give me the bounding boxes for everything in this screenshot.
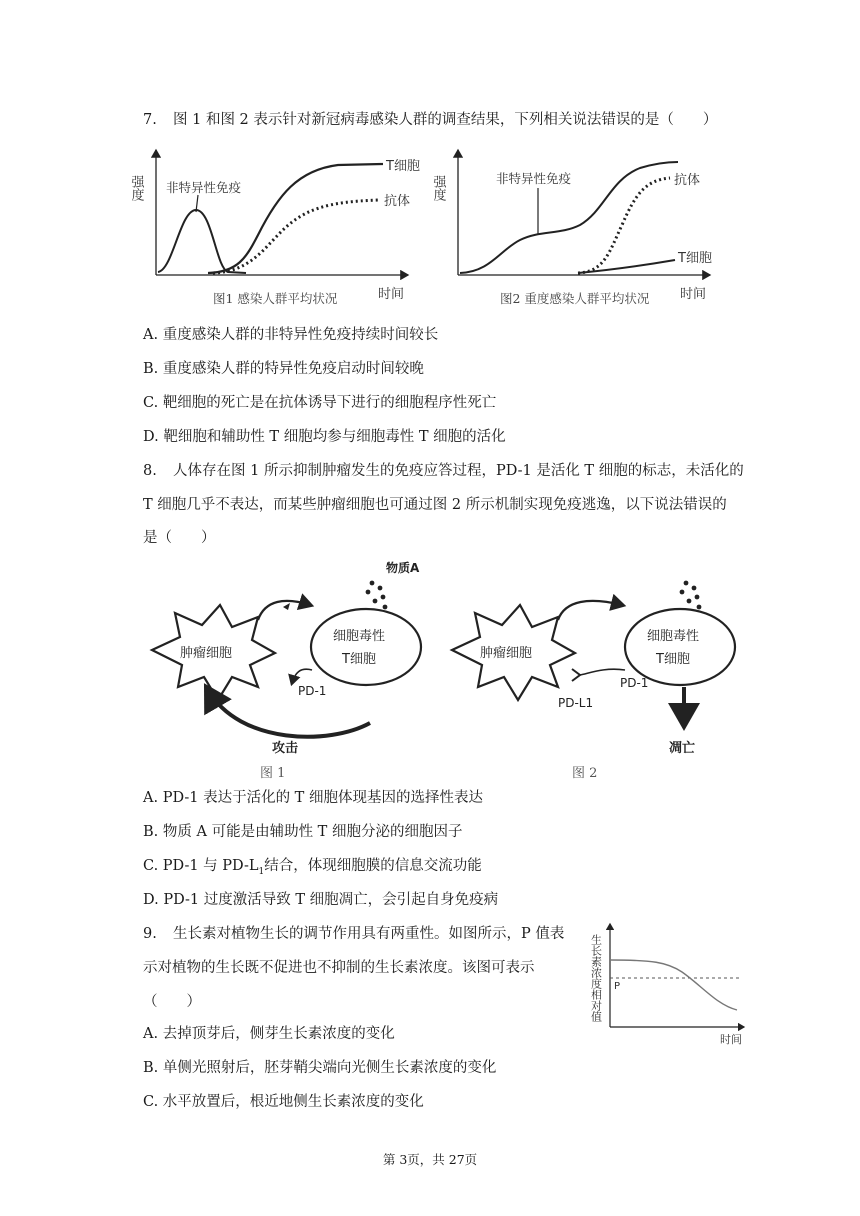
q8-figure2 [440,555,740,783]
q8-fig1-attack-arrow [208,690,370,737]
q8-option-d: D. PD-1 过度激活导致 T 细胞凋亡，会引起自身免疫病 [143,892,499,908]
q9-number: 9. [143,926,157,942]
q8-option-c [143,856,482,882]
q7-fig1-label-antibody: 抗体 [384,194,411,209]
q7-fig2-caption: 图2 重度感染人群平均状况 [500,291,650,306]
q7-option-a: A. 重度感染人群的非特异性免疫持续时间较长 [143,327,439,343]
q8-fig1-attack-label: 攻击 [272,741,299,756]
q8-stem-text1: 人体存在图 1 所示抑制肿瘤发生的免疫应答过程，PD-1 是活化 T 细胞的标志，未活化的 [173,463,744,479]
q8-fig2-tumor-label: 肿瘤细胞 [480,646,533,661]
q7-fig2-xlabel: 时间 [680,287,707,302]
q7-option-c: C. 靶细胞的死亡是在抗体诱导下进行的细胞程序性死亡 [143,395,497,411]
q7-fig2-label-antibody: 抗体 [674,173,701,188]
q7-fig1-label-tcell: T细胞 [386,159,420,174]
q9-graph-xlabel: 时间 [720,1033,742,1046]
q7-figure2 [430,140,730,315]
q7-fig2-label-tcell: T细胞 [678,251,712,266]
page-footer: 第 3页，共 27页 [382,1152,478,1167]
q9-stem-line2: 示对植物的生长既不促进也不抑制的生长素浓度。该图可表示 [143,960,535,976]
q8-fig2-caption: 图 2 [572,766,598,781]
q9-graph-curve [610,960,737,1010]
q7-fig2-antibody-curve [578,178,670,273]
q8-fig2-tcell-line2: T细胞 [656,652,690,667]
q9-option-b: B. 单侧光照射后，胚芽鞘尖端向光侧生长素浓度的变化 [143,1060,497,1076]
q9-option-a: A. 去掉顶芽后，侧芽生长素浓度的变化 [143,1026,395,1042]
q8-option-c-pre: C. PD-1 与 PD-L [143,858,259,874]
q8-fig1-tcell-line2: T细胞 [342,652,376,667]
q7-fig1-xlabel: 时间 [378,287,405,302]
q8-fig2-pdl1-label: PD-L1 [558,696,594,710]
q7-fig2-ylabel: 强度 [430,175,446,201]
q8-fig1-receptor [283,603,290,610]
q9-stem-line3: （ ） [143,994,201,1010]
q8-fig2-tcell [625,609,735,685]
q8-fig1-tcell-line1: 细胞毒性 [333,629,386,644]
q9-graph [589,920,752,1046]
q8-option-c-sub: 1 [258,866,265,877]
q8-fig1-tumor-label: 肿瘤细胞 [180,646,233,661]
q7-fig2-tcell-curve [578,260,675,273]
q8-option-a: A. PD-1 表达于活化的 T 细胞体现基因的选择性表达 [143,790,483,806]
q8-fig2-pdl1-receptor [572,669,580,681]
q7-option-d: D. 靶细胞和辅助性 T 细胞均参与细胞毒性 T 细胞的活化 [143,429,506,445]
q7-fig1-ylabel: 强度 [128,175,144,201]
q8-fig1-pd1-arrow [292,669,312,683]
q8-fig2-tcell-line1: 细胞毒性 [647,629,700,644]
q8-fig2-top-arrow [558,601,622,620]
q8-fig2-pd1-label: PD-1 [620,676,649,690]
q8-option-c-post: 结合，体现细胞膜的信息交流功能 [264,858,482,874]
q9-graph-ylabel: 生长素浓度相对值 [589,934,603,1022]
q7-number: 7. [143,112,157,128]
q8-fig1-substance: 物质A [386,561,420,575]
q8-fig1-pd1-label: PD-1 [298,684,327,698]
q7-fig1-label-nonspecific: 非特异性免疫 [166,180,242,195]
q8-fig1-top-arrow [258,601,310,620]
q7-stem-text: 图 1 和图 2 表示针对新冠病毒感染人群的调查结果，下列相关说法错误的是（ ） [173,112,718,128]
q8-fig2-substance-dots [680,581,702,610]
q9-stem-text1: 生长素对植物生长的调节作用具有两重性。如图所示，P 值表 [173,926,565,942]
q8-fig2-apoptosis-label: 凋亡 [669,741,696,756]
q8-fig1-caption: 图 1 [260,766,286,781]
q7-fig2-label-nonspecific: 非特异性免疫 [496,171,572,186]
q9-graph-p-label: P [614,981,621,992]
q8-fig1-substance-dots [366,581,388,610]
q8-fig2-pd1-connector [580,669,625,675]
q9-stem-line1 [143,924,564,944]
q8-number: 8. [143,463,157,479]
q7-fig1-antibody-curve [213,200,378,273]
q7-fig1-nonspecific-curve [158,210,246,273]
q8-stem-line1 [143,461,744,481]
q8-option-b: B. 物质 A 可能是由辅助性 T 细胞分泌的细胞因子 [143,824,463,840]
q7-option-b: B. 重度感染人群的特异性免疫启动时间较晚 [143,361,424,377]
q8-stem-line3: 是（ ） [143,530,216,546]
q9-option-c: C. 水平放置后，根近地侧生长素浓度的变化 [143,1094,424,1110]
q8-fig1-tcell [311,609,421,685]
q8-stem-line2: T 细胞几乎不表达，而某些肿瘤细胞也可通过图 2 所示机制实现免疫逃逸，以下说法错误的 [143,497,727,513]
q7-figure1 [128,140,428,315]
q7-fig1-caption: 图1 感染人群平均状况 [213,291,338,306]
q7-stem [143,110,717,130]
q8-figure1 [140,555,440,783]
